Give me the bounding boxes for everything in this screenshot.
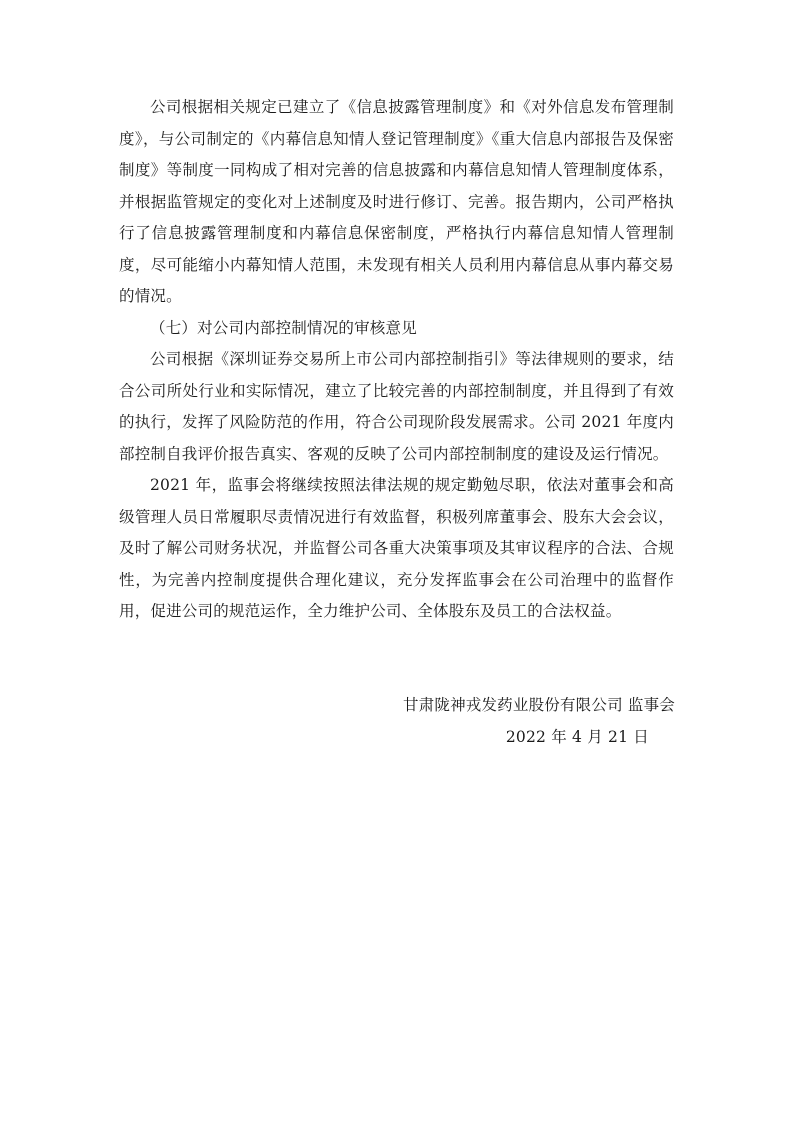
paragraph-information-disclosure: 公司根据相关规定已建立了《信息披露管理制度》和《对外信息发布管理制度》，与公司制定的《内幕信息知情人登记管理制度》《重大信息内部报告及保密制度》等制度一同构成了相对完善的信息披露和内幕信息知情人管理制度体系，并根据监管规定的变化对上述制度及时进行修订、完善。报告期内，公司严格执行了信息披露管理制度和内幕信息保密制度，严格执行内幕信息知情人管理制度，尽可能缩小内幕知情人范围，未发现有相关人员利用内幕信息从事内幕交易的情况。: [119, 98, 674, 305]
document-body: [119, 92, 674, 628]
paragraph-internal-control-opinion: 公司根据《深圳证券交易所上市公司内部控制指引》等法律规则的要求，结合公司所处行业和实际情况，建立了比较完善的内部控制制度，并且得到了有效的执行，发挥了风险防范的作用，符合公司现阶段发展需求。公司 2021 年度内部控制自我评价报告真实、客观的反映了公司内部控制制度的建设及运行情况。: [119, 350, 674, 463]
paragraph-2021-plan: 2021 年，监事会将继续按照法律法规的规定勤勉尽职，依法对董事会和高级管理人员日常履职尽责情况进行有效监督，积极列席董事会、股东大会会议，及时了解公司财务状况，并监督公司各重大决策事项及其审议程序的合法、合规性，为完善内控制度提供合理化建议，充分发挥监事会在公司治理中的监督作用，促进公司的规范运作，全力维护公司、全体股东及员工的合法权益。: [119, 476, 674, 620]
signature-date: 2022 年 4 月 21 日: [505, 727, 649, 746]
section-heading-internal-control: （七）对公司内部控制情况的审核意见: [150, 318, 417, 337]
signature-block: [403, 690, 675, 753]
signature-organization: 甘肃陇神戎发药业股份有限公司 监事会: [402, 696, 675, 714]
